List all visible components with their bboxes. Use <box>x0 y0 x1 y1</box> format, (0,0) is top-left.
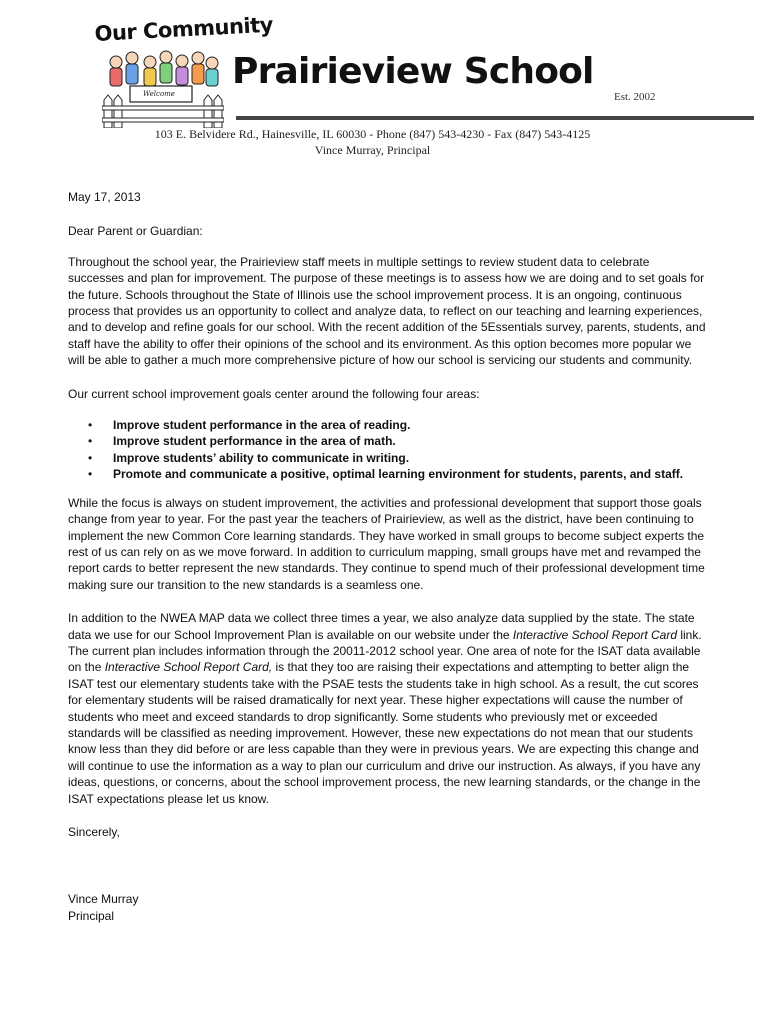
letter-date: May 17, 2013 <box>68 190 141 204</box>
school-name: Prairieview School <box>232 51 594 92</box>
goals-intro: Our current school improvement goals center around the following four areas: <box>68 386 480 401</box>
signer-title: Principal <box>68 908 115 923</box>
list-item <box>68 417 708 433</box>
principal-line: Vince Murray, Principal <box>314 143 431 157</box>
contact-block <box>0 126 745 158</box>
goal-text: Improve students’ ability to communicate in writing. <box>113 450 410 465</box>
list-item <box>68 450 708 466</box>
list-item <box>68 466 708 482</box>
paragraph-data-part-c: is that they too are raising their expectations and attempting to better align the ISAT test our elementary students take with the PSAE tests the students take in high school. As a result, the cut scores for elementary students will be raised dramatically for next year. These higher expectations will cause the number of students who meet and exceed standards to drop significantly. Some students who previously met or exceeded standards will be classified as needing improvement. However, these new expectations do not mean that our students know less than they did before or are less capable than they were in previous years. We are expecting this change and will continue to use the information as a way to plan our curriculum and drive our instruction. As always, if you have any ideas, questions, or concerns, about the school improvement process, the new learning standards, or the change in the ISAT expectations please let us know. <box>68 660 701 806</box>
list-item <box>68 433 708 449</box>
salutation: Dear Parent or Guardian: <box>68 224 203 239</box>
goal-text: Improve student performance in the area of math. <box>113 434 396 449</box>
paragraph-data-part-a: In addition to the NWEA MAP data we collect three times a year, we also analyze data supplied by the state. The state data we use for our School Improvement Plan is available on our website under the <box>68 611 695 642</box>
bullet-icon: • <box>88 418 93 433</box>
header-rule <box>236 116 754 120</box>
school-logo <box>94 12 274 110</box>
paragraph-data <box>68 610 708 807</box>
letterhead <box>0 0 770 157</box>
paragraph-focus: While the focus is always on student improvement, the activities and professional development that support those goals change from year to year. For the past year the teachers of Prairieview, as well as the district, have been continuing to implement the new Common Core learning standards. They have worked in small groups to become subject experts the rest of us can rely on as we move forward. In addition to curriculum mapping, small groups have met and revamped the report cards to better represent the new standards. They continue to spend much of their professional development time making sure our transition to the new standards is a seamless one. <box>68 495 705 592</box>
logo-title: Our Community <box>94 12 274 46</box>
paragraph-intro: Throughout the school year, the Prairieview staff meets in multiple settings to review student data to celebrate successes and plan for improvement. The purpose of these meetings is to assess how we are doing and to set goals for the future. Schools throughout the State of Illinois use the school improvement process. It is an ongoing, continuous process that provides us an opportunity to collect and analyze data, to reflect on our teaching and learning experiences, and to develop and refine goals for our school. With the recent addition of the 5Essentials survey, parents, students, and staff have the ability to offer their opinions of the school and its environment. As this option becomes more popular we will be able to gather a much more comprehensive picture of how our school is servicing our students and community. <box>68 254 706 368</box>
closing: Sincerely, <box>68 825 120 839</box>
bullet-icon: • <box>88 467 93 482</box>
goal-text: Promote and communicate a positive, optimal learning environment for students, parents, and staff. <box>113 467 684 482</box>
letter-body <box>68 189 708 924</box>
established-year: Est. 2002 <box>614 91 656 103</box>
logo-welcome-sign: Welcome <box>143 90 175 98</box>
signature-space <box>68 857 708 891</box>
bullet-icon: • <box>88 450 93 465</box>
goal-text: Improve student performance in the area of reading. <box>113 418 411 433</box>
report-card-reference: Interactive School Report Card <box>512 627 678 642</box>
signer-name: Vince Murray <box>68 892 139 907</box>
goals-list <box>68 417 708 483</box>
address-line: 103 E. Belvidere Rd., Hainesville, IL 60030 - Phone (847) 543-4230 - Fax (847) 543-4125 <box>154 127 591 141</box>
report-card-reference-2: Interactive School Report Card, <box>104 660 273 675</box>
bullet-icon: • <box>88 434 93 449</box>
paragraph-data-part-b: link. The current plan includes information through the 20011-2012 school year. One area of note for the ISAT data available on the <box>68 627 702 675</box>
